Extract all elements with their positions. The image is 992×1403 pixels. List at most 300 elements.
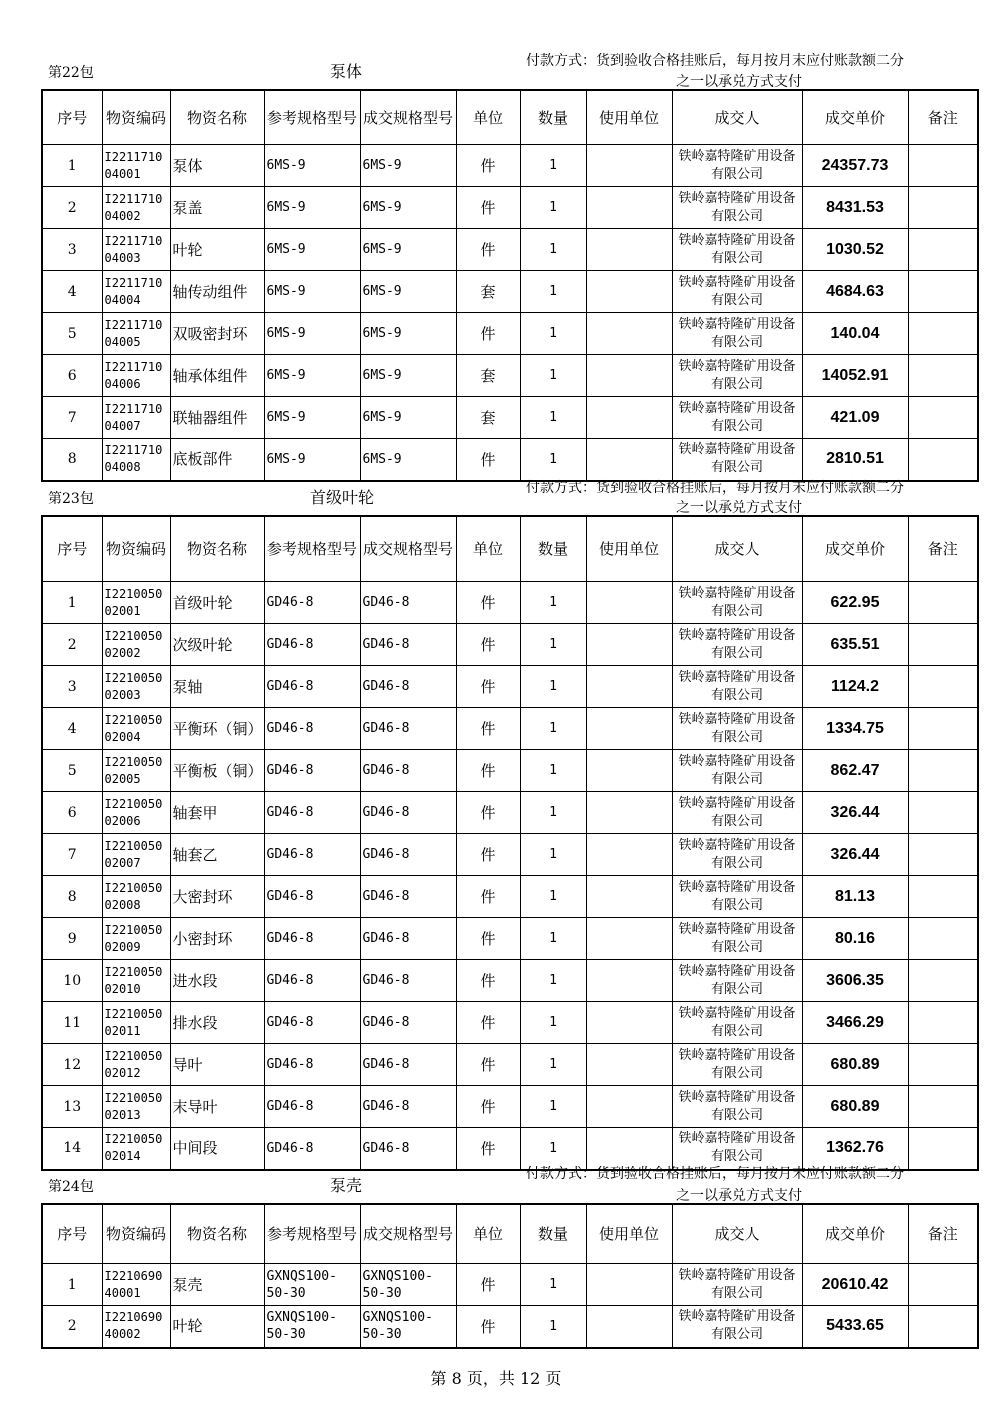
vendor-cell: 铁岭嘉特隆矿用设备有限公司: [672, 187, 802, 229]
table-row: [42, 624, 978, 666]
quantity-cell: 1: [520, 1128, 586, 1170]
note-cell: [908, 1128, 978, 1170]
package-label: 第22包: [48, 65, 94, 81]
item-code-part2: 02006: [104, 813, 141, 828]
quantity-cell: 1: [520, 876, 586, 918]
item-name-cell: 泵盖: [170, 187, 264, 229]
unit-cell: 件: [456, 960, 520, 1002]
deal-spec-cell: 6MS-9: [360, 187, 456, 229]
item-code-part1: I2210050: [104, 628, 163, 643]
package-table: [41, 1203, 979, 1349]
unit-cell: 件: [456, 708, 520, 750]
user-unit-cell: [586, 834, 672, 876]
row-number-cell: 9: [42, 918, 102, 960]
table-row: [42, 355, 978, 397]
note-cell: [908, 145, 978, 187]
vendor-cell: 铁岭嘉特隆矿用设备有限公司: [672, 1306, 802, 1348]
table-row: [42, 187, 978, 229]
table-row: [42, 1264, 978, 1306]
item-code-part1: I2211710: [104, 233, 163, 248]
note-cell: [908, 876, 978, 918]
item-name-cell: 大密封环: [170, 876, 264, 918]
table-row: [42, 750, 978, 792]
quantity-cell: 1: [520, 960, 586, 1002]
deal-spec-cell: GD46-8: [360, 624, 456, 666]
deal-spec-cell: GD46-8: [360, 666, 456, 708]
row-number-cell: 8: [42, 876, 102, 918]
quantity-cell: 1: [520, 355, 586, 397]
user-unit-cell: [586, 271, 672, 313]
row-number-cell: 8: [42, 439, 102, 481]
row-number-cell: 6: [42, 355, 102, 397]
item-name-cell: 平衡板（铜）: [170, 750, 264, 792]
item-name-cell: 底板部件: [170, 439, 264, 481]
user-unit-cell: [586, 397, 672, 439]
unit-cell: 件: [456, 1002, 520, 1044]
note-cell: [908, 750, 978, 792]
column-header: 单位: [456, 516, 520, 582]
unit-cell: 件: [456, 1306, 520, 1348]
item-code-part2: 40002: [104, 1327, 141, 1342]
row-number-cell: 3: [42, 229, 102, 271]
item-code-part2: 02011: [104, 1023, 141, 1038]
deal-spec-cell: GD46-8: [360, 792, 456, 834]
quantity-cell: 1: [520, 229, 586, 271]
item-name-cell: 中间段: [170, 1128, 264, 1170]
table-row: [42, 397, 978, 439]
reference-spec-cell: GD46-8: [264, 750, 360, 792]
unit-price-cell: 635.51: [802, 624, 908, 666]
column-header: 参考规格型号: [264, 1204, 360, 1264]
deal-spec-cell: GXNQS100-50-30: [360, 1264, 456, 1306]
table-row: [42, 1086, 978, 1128]
payment-terms-line2: 之一以承兑方式支付: [676, 74, 802, 90]
item-code-part1: I2210050: [104, 964, 163, 979]
row-number-cell: 14: [42, 1128, 102, 1170]
reference-spec-cell: GD46-8: [264, 582, 360, 624]
vendor-cell: 铁岭嘉特隆矿用设备有限公司: [672, 582, 802, 624]
item-code-part2: 02007: [104, 855, 141, 870]
column-header: 物资名称: [170, 90, 264, 145]
package-label: 第24包: [48, 1179, 94, 1195]
row-number-cell: 4: [42, 708, 102, 750]
table-row: [42, 792, 978, 834]
note-cell: [908, 918, 978, 960]
column-header: 成交单价: [802, 90, 908, 145]
reference-spec-cell: GD46-8: [264, 624, 360, 666]
reference-spec-cell: GD46-8: [264, 708, 360, 750]
item-name-cell: 泵壳: [170, 1264, 264, 1306]
unit-cell: 件: [456, 876, 520, 918]
item-code-cell: [102, 1086, 170, 1128]
column-header: 序号: [42, 90, 102, 145]
table-row: [42, 582, 978, 624]
deal-spec-cell: 6MS-9: [360, 397, 456, 439]
user-unit-cell: [586, 708, 672, 750]
note-cell: [908, 1306, 978, 1348]
unit-price-cell: 2810.51: [802, 439, 908, 481]
unit-cell: 套: [456, 397, 520, 439]
item-code-part1: I2211710: [104, 401, 163, 416]
quantity-cell: 1: [520, 624, 586, 666]
note-cell: [908, 582, 978, 624]
item-name-cell: 联轴器组件: [170, 397, 264, 439]
unit-price-cell: 326.44: [802, 834, 908, 876]
unit-cell: 件: [456, 624, 520, 666]
item-code-part1: I2210050: [104, 1090, 163, 1105]
note-cell: [908, 624, 978, 666]
row-number-cell: 12: [42, 1044, 102, 1086]
user-unit-cell: [586, 624, 672, 666]
reference-spec-cell: GD46-8: [264, 1128, 360, 1170]
deal-spec-cell: 6MS-9: [360, 313, 456, 355]
quantity-cell: 1: [520, 792, 586, 834]
reference-spec-cell: GD46-8: [264, 834, 360, 876]
unit-cell: 件: [456, 750, 520, 792]
table-row: [42, 145, 978, 187]
unit-cell: 件: [456, 1128, 520, 1170]
item-code-part2: 02003: [104, 687, 141, 702]
note-cell: [908, 1264, 978, 1306]
quantity-cell: 1: [520, 750, 586, 792]
quantity-cell: 1: [520, 397, 586, 439]
column-header: 参考规格型号: [264, 516, 360, 582]
item-code-part1: I2210050: [104, 586, 163, 601]
item-code-part2: 04003: [104, 250, 141, 265]
item-name-cell: 轴套甲: [170, 792, 264, 834]
column-header: 成交规格型号: [360, 516, 456, 582]
note-cell: [908, 834, 978, 876]
deal-spec-cell: GD46-8: [360, 1128, 456, 1170]
item-code-cell: [102, 834, 170, 876]
item-name-cell: 导叶: [170, 1044, 264, 1086]
item-code-part1: I2210050: [104, 838, 163, 853]
unit-cell: 件: [456, 187, 520, 229]
note-cell: [908, 439, 978, 481]
user-unit-cell: [586, 1002, 672, 1044]
item-name-cell: 泵体: [170, 145, 264, 187]
column-header: 物资名称: [170, 1204, 264, 1264]
page-footer: 第 8 页，共 12 页: [430, 1369, 562, 1388]
unit-price-cell: 3606.35: [802, 960, 908, 1002]
item-code-part1: I2211710: [104, 191, 163, 206]
table-row: [42, 271, 978, 313]
column-header: 单位: [456, 1204, 520, 1264]
row-number-cell: 2: [42, 624, 102, 666]
row-number-cell: 11: [42, 1002, 102, 1044]
unit-price-cell: 421.09: [802, 397, 908, 439]
vendor-cell: 铁岭嘉特隆矿用设备有限公司: [672, 918, 802, 960]
reference-spec-cell: GD46-8: [264, 666, 360, 708]
unit-price-cell: 14052.91: [802, 355, 908, 397]
reference-spec-cell: 6MS-9: [264, 229, 360, 271]
user-unit-cell: [586, 750, 672, 792]
vendor-cell: 铁岭嘉特隆矿用设备有限公司: [672, 834, 802, 876]
user-unit-cell: [586, 1044, 672, 1086]
item-code-part1: I2210050: [104, 1048, 163, 1063]
column-header: 备注: [908, 516, 978, 582]
note-cell: [908, 187, 978, 229]
item-code-part1: I2211710: [104, 317, 163, 332]
deal-spec-cell: 6MS-9: [360, 355, 456, 397]
column-header: 物资编码: [102, 90, 170, 145]
item-name-cell: 排水段: [170, 1002, 264, 1044]
item-code-part2: 02001: [104, 603, 141, 618]
reference-spec-cell: GD46-8: [264, 792, 360, 834]
column-header: 使用单位: [586, 90, 672, 145]
table-row: [42, 1306, 978, 1348]
item-code-part2: 02014: [104, 1149, 141, 1164]
note-cell: [908, 271, 978, 313]
vendor-cell: 铁岭嘉特隆矿用设备有限公司: [672, 624, 802, 666]
note-cell: [908, 1002, 978, 1044]
item-code-cell: [102, 313, 170, 355]
item-name-cell: 叶轮: [170, 1306, 264, 1348]
quantity-cell: 1: [520, 145, 586, 187]
reference-spec-cell: GD46-8: [264, 1086, 360, 1128]
package-table: [41, 89, 979, 482]
column-header: 成交人: [672, 90, 802, 145]
item-code-cell: [102, 1044, 170, 1086]
item-code-cell: [102, 666, 170, 708]
unit-price-cell: 1124.2: [802, 666, 908, 708]
row-number-cell: 2: [42, 1306, 102, 1348]
item-code-part1: I2210050: [104, 922, 163, 937]
item-name-cell: 轴承体组件: [170, 355, 264, 397]
unit-cell: 套: [456, 271, 520, 313]
user-unit-cell: [586, 876, 672, 918]
unit-cell: 件: [456, 918, 520, 960]
item-code-part1: I2210690: [104, 1310, 163, 1325]
quantity-cell: 1: [520, 834, 586, 876]
vendor-cell: 铁岭嘉特隆矿用设备有限公司: [672, 1002, 802, 1044]
table-header-row: [42, 90, 978, 145]
deal-spec-cell: 6MS-9: [360, 145, 456, 187]
vendor-cell: 铁岭嘉特隆矿用设备有限公司: [672, 439, 802, 481]
item-code-part2: 04001: [104, 166, 141, 181]
unit-price-cell: 680.89: [802, 1086, 908, 1128]
vendor-cell: 铁岭嘉特隆矿用设备有限公司: [672, 229, 802, 271]
user-unit-cell: [586, 1264, 672, 1306]
item-code-cell: [102, 1264, 170, 1306]
item-code-cell: [102, 187, 170, 229]
deal-spec-cell: 6MS-9: [360, 271, 456, 313]
payment-terms-line1: 付款方式：货到验收合格挂账后，每月按月末应付账款额二分: [526, 53, 904, 69]
table-row: [42, 313, 978, 355]
unit-cell: 件: [456, 834, 520, 876]
vendor-cell: 铁岭嘉特隆矿用设备有限公司: [672, 397, 802, 439]
column-header: 成交人: [672, 1204, 802, 1264]
item-code-cell: [102, 397, 170, 439]
item-code-cell: [102, 876, 170, 918]
unit-price-cell: 1030.52: [802, 229, 908, 271]
note-cell: [908, 792, 978, 834]
unit-price-cell: 3466.29: [802, 1002, 908, 1044]
unit-cell: 件: [456, 229, 520, 271]
reference-spec-cell: 6MS-9: [264, 145, 360, 187]
unit-price-cell: 4684.63: [802, 271, 908, 313]
quantity-cell: 1: [520, 271, 586, 313]
unit-price-cell: 8431.53: [802, 187, 908, 229]
payment-terms-line1: 付款方式：货到验收合格挂账后，每月按月末应付账款额二分: [526, 480, 904, 496]
vendor-cell: 铁岭嘉特隆矿用设备有限公司: [672, 750, 802, 792]
vendor-cell: 铁岭嘉特隆矿用设备有限公司: [672, 355, 802, 397]
item-name-cell: 双吸密封环: [170, 313, 264, 355]
table-row: [42, 918, 978, 960]
row-number-cell: 7: [42, 397, 102, 439]
reference-spec-cell: 6MS-9: [264, 271, 360, 313]
quantity-cell: 1: [520, 439, 586, 481]
package-label: 第23包: [48, 491, 94, 507]
deal-spec-cell: GD46-8: [360, 960, 456, 1002]
item-code-cell: [102, 792, 170, 834]
item-code-part1: I2210050: [104, 712, 163, 727]
payment-terms-line2: 之一以承兑方式支付: [676, 1188, 802, 1204]
unit-cell: 件: [456, 439, 520, 481]
column-header: 序号: [42, 516, 102, 582]
column-header: 成交人: [672, 516, 802, 582]
quantity-cell: 1: [520, 918, 586, 960]
quantity-cell: 1: [520, 313, 586, 355]
column-header: 备注: [908, 90, 978, 145]
reference-spec-cell: 6MS-9: [264, 439, 360, 481]
unit-price-cell: 1334.75: [802, 708, 908, 750]
unit-price-cell: 140.04: [802, 313, 908, 355]
column-header: 成交规格型号: [360, 1204, 456, 1264]
unit-price-cell: 1362.76: [802, 1128, 908, 1170]
user-unit-cell: [586, 792, 672, 834]
user-unit-cell: [586, 960, 672, 1002]
item-name-cell: 末导叶: [170, 1086, 264, 1128]
table-header-row: [42, 1204, 978, 1264]
item-code-part2: 04007: [104, 418, 141, 433]
item-code-part1: I2211710: [104, 359, 163, 374]
package-title: 首级叶轮: [310, 488, 375, 507]
item-code-part2: 04005: [104, 334, 141, 349]
unit-cell: 件: [456, 792, 520, 834]
item-code-part2: 02010: [104, 981, 141, 996]
item-code-cell: [102, 918, 170, 960]
user-unit-cell: [586, 582, 672, 624]
quantity-cell: 1: [520, 1002, 586, 1044]
row-number-cell: 6: [42, 792, 102, 834]
quantity-cell: 1: [520, 708, 586, 750]
deal-spec-cell: GD46-8: [360, 918, 456, 960]
item-code-part2: 02013: [104, 1107, 141, 1122]
table-row: [42, 834, 978, 876]
payment-terms-line1: 付款方式：货到验收合格挂账后，每月按月末应付账款额二分: [526, 1166, 904, 1182]
vendor-cell: 铁岭嘉特隆矿用设备有限公司: [672, 1264, 802, 1306]
vendor-cell: 铁岭嘉特隆矿用设备有限公司: [672, 792, 802, 834]
column-header: 使用单位: [586, 1204, 672, 1264]
row-number-cell: 1: [42, 582, 102, 624]
note-cell: [908, 355, 978, 397]
table-row: [42, 1044, 978, 1086]
user-unit-cell: [586, 355, 672, 397]
note-cell: [908, 708, 978, 750]
item-code-cell: [102, 960, 170, 1002]
item-code-part1: I2210050: [104, 670, 163, 685]
reference-spec-cell: GD46-8: [264, 876, 360, 918]
item-code-cell: [102, 271, 170, 313]
item-code-cell: [102, 708, 170, 750]
column-header: 数量: [520, 1204, 586, 1264]
reference-spec-cell: GD46-8: [264, 918, 360, 960]
user-unit-cell: [586, 187, 672, 229]
vendor-cell: 铁岭嘉特隆矿用设备有限公司: [672, 876, 802, 918]
item-code-part1: I2211710: [104, 443, 163, 458]
reference-spec-cell: GD46-8: [264, 960, 360, 1002]
column-header: 成交单价: [802, 1204, 908, 1264]
column-header: 数量: [520, 90, 586, 145]
unit-cell: 件: [456, 1044, 520, 1086]
unit-cell: 件: [456, 145, 520, 187]
item-code-cell: [102, 355, 170, 397]
user-unit-cell: [586, 229, 672, 271]
user-unit-cell: [586, 439, 672, 481]
reference-spec-cell: GXNQS100-50-30: [264, 1306, 360, 1348]
note-cell: [908, 313, 978, 355]
vendor-cell: 铁岭嘉特隆矿用设备有限公司: [672, 1044, 802, 1086]
item-code-part2: 02012: [104, 1065, 141, 1080]
user-unit-cell: [586, 1086, 672, 1128]
column-header: 物资名称: [170, 516, 264, 582]
note-cell: [908, 666, 978, 708]
vendor-cell: 铁岭嘉特隆矿用设备有限公司: [672, 708, 802, 750]
table-header-row: [42, 516, 978, 582]
package-table: [41, 515, 979, 1171]
row-number-cell: 4: [42, 271, 102, 313]
column-header: 参考规格型号: [264, 90, 360, 145]
column-header: 成交规格型号: [360, 90, 456, 145]
item-code-part2: 02008: [104, 897, 141, 912]
item-name-cell: 次级叶轮: [170, 624, 264, 666]
vendor-cell: 铁岭嘉特隆矿用设备有限公司: [672, 1128, 802, 1170]
deal-spec-cell: GD46-8: [360, 582, 456, 624]
note-cell: [908, 1044, 978, 1086]
column-header: 成交单价: [802, 516, 908, 582]
deal-spec-cell: GD46-8: [360, 834, 456, 876]
column-header: 物资编码: [102, 1204, 170, 1264]
item-code-cell: [102, 229, 170, 271]
column-header: 备注: [908, 1204, 978, 1264]
quantity-cell: 1: [520, 582, 586, 624]
item-code-part1: I2210690: [104, 1268, 163, 1283]
vendor-cell: 铁岭嘉特隆矿用设备有限公司: [672, 271, 802, 313]
item-code-cell: [102, 439, 170, 481]
row-number-cell: 5: [42, 313, 102, 355]
row-number-cell: 7: [42, 834, 102, 876]
item-code-cell: [102, 1306, 170, 1348]
unit-cell: 件: [456, 1086, 520, 1128]
item-code-cell: [102, 145, 170, 187]
row-number-cell: 10: [42, 960, 102, 1002]
item-name-cell: 轴传动组件: [170, 271, 264, 313]
item-name-cell: 轴套乙: [170, 834, 264, 876]
row-number-cell: 13: [42, 1086, 102, 1128]
column-header: 单位: [456, 90, 520, 145]
deal-spec-cell: GD46-8: [360, 876, 456, 918]
item-code-part1: I2211710: [104, 149, 163, 164]
deal-spec-cell: GD46-8: [360, 1086, 456, 1128]
row-number-cell: 1: [42, 145, 102, 187]
user-unit-cell: [586, 666, 672, 708]
item-code-cell: [102, 1002, 170, 1044]
row-number-cell: 5: [42, 750, 102, 792]
reference-spec-cell: 6MS-9: [264, 187, 360, 229]
item-code-part2: 02004: [104, 729, 141, 744]
unit-price-cell: 24357.73: [802, 145, 908, 187]
